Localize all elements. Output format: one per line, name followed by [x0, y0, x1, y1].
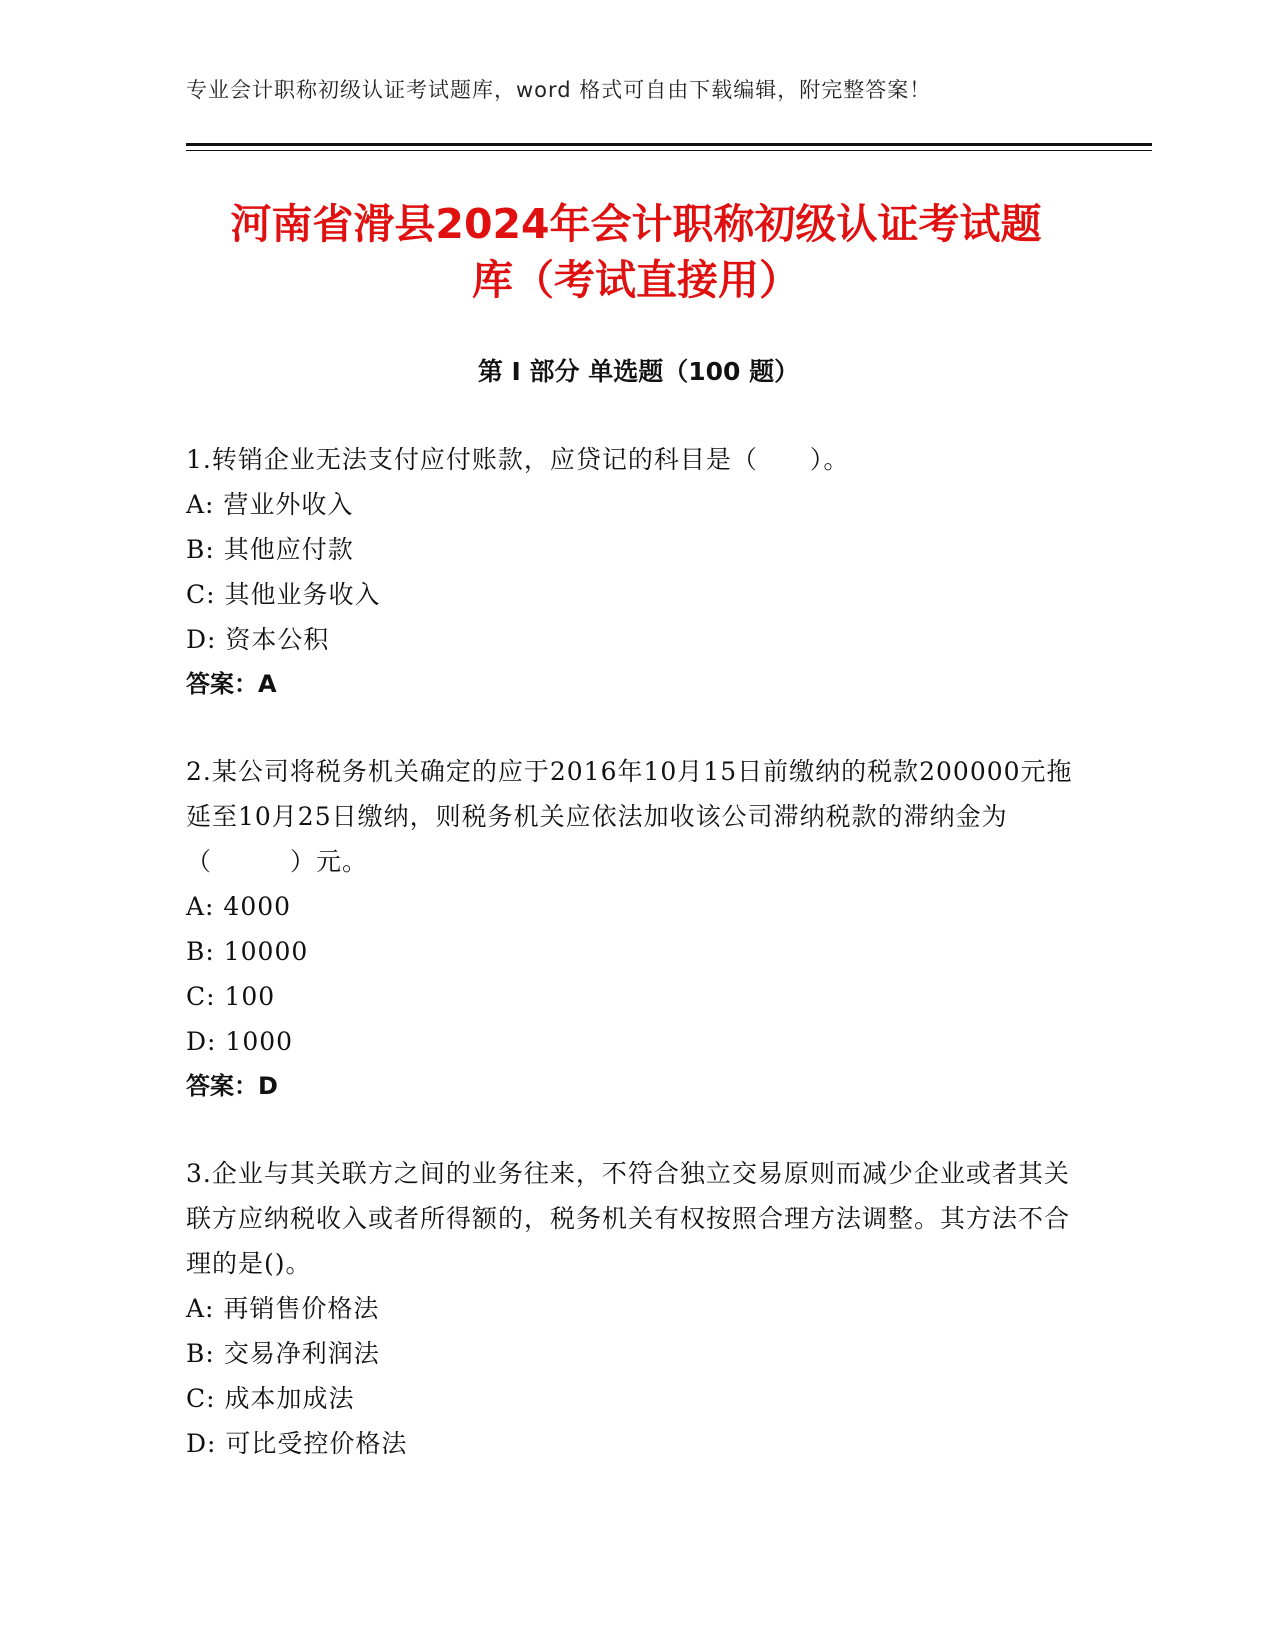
question-text: 3.企业与其关联方之间的业务往来，不符合独立交易原则而减少企业或者其关联方应纳税收入或者所得额的，税务机关有权按照合理方法调整。其方法不合理的是()。: [186, 1159, 1071, 1278]
header-note: 专业会计职称初级认证考试题库，word 格式可自由下载编辑，附完整答案！: [186, 78, 932, 102]
option-c: C: 其他业务收入: [186, 580, 381, 609]
option-d: D: 1000: [186, 1027, 294, 1056]
header-rule-thin: [186, 150, 1152, 151]
option-a: A: 4000: [186, 892, 292, 921]
option-c: C: 成本加成法: [186, 1384, 355, 1413]
option-d: D: 可比受控价格法: [186, 1429, 408, 1458]
option-b: B: 10000: [186, 937, 309, 966]
option-c: C: 100: [186, 982, 276, 1011]
document-title: [186, 196, 1086, 308]
question-list: [186, 437, 1086, 1508]
document-title-line-1: 河南省滑县2024年会计职称初级认证考试题: [230, 200, 1042, 248]
question-3: [186, 1151, 1086, 1466]
option-a: A: 营业外收入: [186, 490, 354, 519]
section-title: 第 I 部分 单选题（100 题）: [477, 357, 800, 386]
document-title-line-2: 库（考试直接用）: [472, 256, 800, 304]
option-b: B: 交易净利润法: [186, 1339, 380, 1368]
question-2: [186, 749, 1086, 1109]
option-a: A: 再销售价格法: [186, 1294, 380, 1323]
question-text: 1.转销企业无法支付应付账款，应贷记的科目是（ ）。: [186, 445, 850, 474]
header-rule-thick: [186, 143, 1152, 146]
option-d: D: 资本公积: [186, 625, 330, 654]
answer-label: 答案：A: [186, 670, 277, 698]
answer-label: 答案：D: [186, 1072, 278, 1100]
question-text: 2.某公司将税务机关确定的应于2016年10月15日前缴纳的税款200000元拖延至10月25日缴纳，则税务机关应依法加收该公司滞纳税款的滞纳金为（ ）元。: [186, 757, 1073, 876]
question-1: [186, 437, 1086, 707]
option-b: B: 其他应付款: [186, 535, 354, 564]
